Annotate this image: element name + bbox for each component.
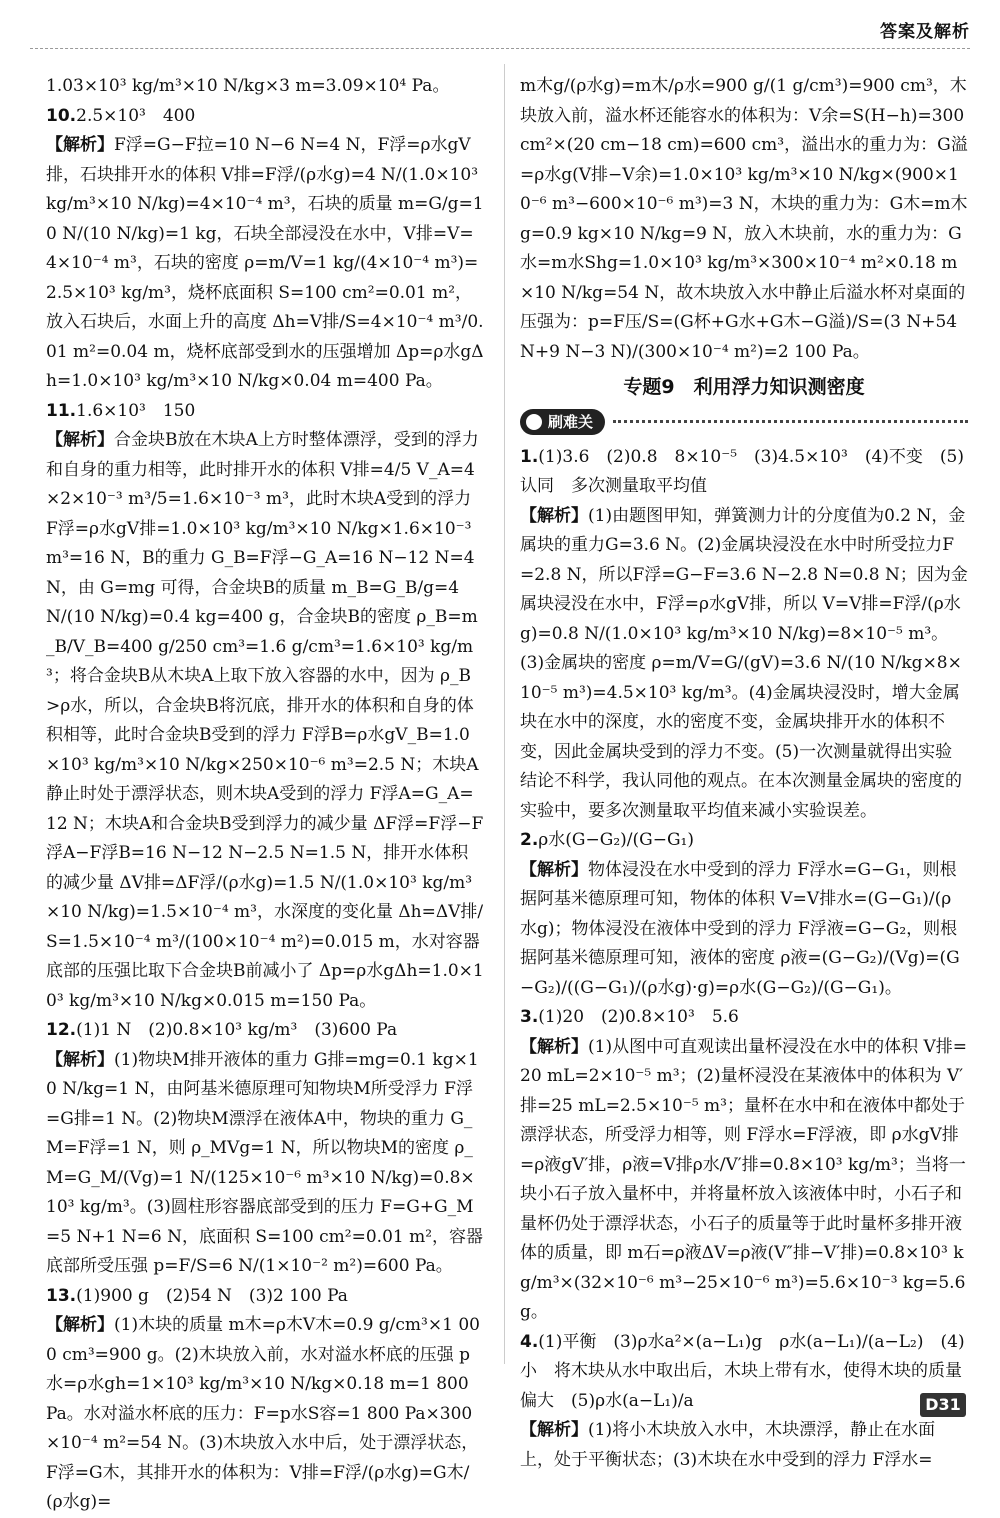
explanation-label: 【解析】: [520, 505, 588, 526]
question-number: 3.: [520, 1007, 539, 1027]
answer-line: [46, 1016, 484, 1046]
brush-icon: [524, 412, 544, 432]
explanation-paragraph: [520, 1033, 968, 1328]
answer-text: ρ水(G−G₂)/(G−G₁): [538, 830, 694, 850]
question-number: 4.: [520, 1331, 539, 1352]
topic-heading: 专题9 利用浮力知识测密度: [623, 376, 865, 398]
continued-text: 1.03×10³ kg/m³×10 N/kg×3 m=3.09×10⁴ Pa。: [46, 76, 450, 96]
explanation-text: (1)将小木块放入水中，木块漂浮，静止在水面上，处于平衡状态；(3)木块在水中受到的浮力 F浮水=: [520, 1420, 936, 1470]
explanation-label: 【解析】: [46, 1315, 114, 1335]
answer-text: (1)3.6 (2)0.8 8×10⁻⁵ (3)4.5×10³ (4)不变 (5)认同 多次测量取平均值: [520, 446, 964, 496]
question-number: 12.: [46, 1020, 77, 1040]
column-divider: [504, 64, 505, 1364]
explanation-paragraph: [520, 502, 968, 827]
answer-line: [46, 102, 484, 132]
explanation-paragraph: [46, 131, 484, 397]
explanation-label: 【解析】: [520, 1036, 588, 1057]
explanation-text: (1)从图中可直观读出量杯浸没在水中的体积 V排=20 mL=2×10⁻⁵ m³；(2)量杯浸没在某液体中的体积为 V′排=25 mL=2.5×10⁻⁵ m³；量杯在水中和在液体中都处于漂浮状态，所受浮力相等，则 F浮水=F浮液，即 ρ水gV排=ρ液gV′排，ρ液=V排ρ水/V′排=0.8×10³ kg/m³；当将一块小石子放入量杯中，并将量杯放入该液体中时，小石子和量杯仍处于漂浮状态，小石子的质量等于此时量杯多排开液体的质量，即 m石=ρ液ΔV=ρ液(V″排−V′排)=0.8×10³ kg/m³×(32×10⁻⁶ m³−25×10⁻⁶ m³)=5.6×10⁻³ kg=5.6 g。: [520, 1036, 968, 1322]
answer-line: [46, 1282, 484, 1312]
explanation-paragraph: [46, 426, 484, 1016]
answer-line: [46, 397, 484, 427]
header-divider: [30, 48, 970, 49]
continued-text: m木g/(ρ水g)=m木/ρ水=900 g/(1 g/cm³)=900 cm³，木块放入前，溢水杯还能容水的体积为：V余=S(H−h)=300 cm²×(20 cm−18 cm)=600 cm³，溢出水的重力为：G溢=ρ水g(V排−V余)=1.0×10³ kg/m³×10 N/kg×(900×10⁻⁶ m³−600×10⁻⁶ m³)=3 N，木块的重力为：G木=m木g=0.9 kg×10 N/kg=9 N，放入木块前，水的重力为：G水=m水Shg=1.0×10³ kg/m³×300×10⁻⁴ m²×0.18 m×10 N/kg=54 N，故木块放入水中静止后溢水杯对桌面的压强为：p=F压/S=(G杯+G水+G木−G溢)/S=(3 N+54 N+9 N−3 N)/(300×10⁻⁴ m²)=2 100 Pa。: [520, 76, 968, 362]
answer-text: 1.6×10³ 150: [76, 400, 196, 421]
explanation-paragraph: [46, 1046, 484, 1282]
explanation-label: 【解析】: [520, 1420, 588, 1440]
answer-line: [520, 443, 968, 502]
question-number: 1.: [520, 446, 539, 467]
explanation-label: 【解析】: [520, 859, 588, 880]
dotted-rule: [613, 420, 968, 423]
explanation-text: 物体浸没在水中受到的浮力 F浮水=G−G₁，则根据阿基米德原理可知，物体的体积 V=V排水=(G−G₁)/(ρ水g)；物体浸没在液体中受到的浮力 F浮液=G−G₂，则根据阿基米德原理可知，液体的密度 ρ液=(G−G₂)/(Vg)=(G−G₂)/((G−G₁)/(ρ水g)·g)=ρ水(G−G₂)/(G−G₁)。: [520, 859, 960, 998]
header-title: 答案及解析: [880, 22, 970, 42]
explanation-label: 【解析】: [46, 135, 114, 155]
answer-line: [520, 1003, 968, 1033]
explanation-paragraph: [520, 856, 968, 1004]
explanation-text: F浮=G−F拉=10 N−6 N=4 N，F浮=ρ水gV排，石块排开水的体积 V排=F浮/(ρ水g)=4 N/(1.0×10³ kg/m³×10 N/kg)=4×10⁻⁴ m³，石块的质量 m=G/g=10 N/(10 N/kg)=1 kg，石块全部浸没在水中，V排=V=4×10⁻⁴ m³，石块的密度 ρ=m/V=1 kg/(4×10⁻⁴ m³)=2.5×10³ kg/m³，烧杯底面积 S=100 cm²=0.01 m²，放入石块后，水面上升的高度 Δh=V排/S=4×10⁻⁴ m³/0.01 m²=0.04 m，烧杯底部受到水的压强增加 Δp=ρ水gΔh=1.0×10³ kg/m³×10 N/kg×0.04 m=400 Pa。: [46, 135, 484, 391]
question-number: 13.: [46, 1285, 77, 1306]
explanation-text: (1)木块的质量 m木=ρ木V木=0.9 g/cm³×1 000 cm³=900 g。(2)木块放入前，水对溢水杯底的压强 p水=ρ水gh=1×10³ kg/m³×10 N/kg×0.18 m=1 800 Pa。水对溢水杯底的压力：F=p水S容=1 800 Pa×300×10⁻⁴ m²=54 N。(3)木块放入水中后，处于漂浮状态，F浮=G木，其排开水的体积为：V排=F浮/(ρ水g)=G木/(ρ水g)=: [46, 1315, 480, 1512]
answer-text: 2.5×10³ 400: [76, 105, 196, 126]
answer-line: [520, 826, 968, 856]
answer-text: (1)1 N (2)0.8×10³ kg/m³ (3)600 Pa: [76, 1020, 398, 1040]
left-column: [46, 72, 484, 1512]
question-number: 10.: [46, 105, 77, 126]
explanation-text: (1)由题图甲知，弹簧测力计的分度值为0.2 N，金属块的重力G=3.6 N。(2)金属块浸没在水中时所受拉力F=2.8 N，所以F浮=G−F=3.6 N−2.8 N=0.8 N；因为金属块浸没在水中，F浮=ρ水gV排，所以 V=V排=F浮/(ρ水g)=0.8 N/(1.0×10³ kg/m³×10 N/kg)=8×10⁻⁵ m³。(3)金属块的密度 ρ=m/V=G/(gV)=3.6 N/(10 N/kg×8×10⁻⁵ m³)=4.5×10³ kg/m³。(4)金属块浸没时，增大金属块在水中的深度，水的密度不变，金属块排开水的体积不变，因此金属块受到的浮力不变。(5)一次测量就得出实验结论不科学，我认同他的观点。在本次测量金属块的密度的实验中，要多次测量取平均值来减小实验误差。: [520, 505, 968, 821]
answer-text: (1)平衡 (3)ρ水a²×(a−L₁)g ρ水(a−L₁)/(a−L₂) (4)小 将木块从水中取出后，木块上带有水，使得木块的质量偏大 (5)ρ水(a−L₁)/a: [520, 1331, 965, 1411]
explanation-paragraph: [46, 1311, 484, 1518]
answer-text: (1)20 (2)0.8×10³ 5.6: [538, 1007, 739, 1027]
explanation-text: 合金块B放在木块A上方时整体漂浮，受到的浮力和自身的重力相等，此时排开水的体积 V排=4/5 V_A=4×2×10⁻³ m³/5=1.6×10⁻³ m³，此时木块A受到的浮力 F浮=ρ水gV排=1.0×10³ kg/m³×10 N/kg×1.6×10⁻³ m³=16 N，B的重力 G_B=F浮−G_A=16 N−12 N=4 N，由 G=mg 可得，合金块B的质量 m_B=G_B/g=4 N/(10 N/kg)=0.4 kg=400 g，合金块B的密度 ρ_B=m_B/V_B=400 g/250 cm³=1.6 g/cm³=1.6×10³ kg/m³；将合金块B从木块A上取下放入容器的水中，因为 ρ_B>ρ水，所以，合金块B将沉底，排开水的体积和自身的体积相等，此时合金块B受到的浮力 F浮B=ρ水gV_B=1.0×10³ kg/m³×10 N/kg×250×10⁻⁶ m³=2.5 N；木块A静止时处于漂浮状态，则木块A受到的浮力 F浮A=G_A=12 N；木块A和合金块B受到浮力的减少量 ΔF浮=F浮−F浮A−F浮B=16 N−12 N−2.5 N=1.5 N，排开水体积的减少量 ΔV排=ΔF浮/(ρ水g)=1.5 N/(1.0×10³ kg/m³×10 N/kg)=1.5×10⁻⁴ m³，水深度的变化量 Δh=ΔV排/S=1.5×10⁻⁴ m³/(100×10⁻⁴ m²)=0.015 m，水对容器底部的压强比取下合金块B前减小了 Δp=ρ水gΔh=1.0×10³ kg/m³×10 N/kg×0.015 m=150 Pa。: [46, 430, 484, 1011]
explanation-text: (1)物块M排开液体的重力 G排=mg=0.1 kg×10 N/kg=1 N，由阿基米德原理可知物块M所受浮力 F浮=G排=1 N。(2)物块M漂浮在液体A中，物块的重力 G_M=F浮=1 N，则 ρ_MVg=1 N，所以物块M的密度 ρ_M=G_M/(Vg)=1 N/(125×10⁻⁶ m³×10 N/kg)=0.8×10³ kg/m³。(3)圆柱形容器底部受到的压力 F=G+G_M=5 N+1 N=6 N，底面积 S=100 cm²=0.01 m²，容器底部所受压强 p=F/S=6 N/(1×10⁻² m²)=600 Pa。: [46, 1049, 484, 1276]
section-badge-row: [520, 407, 968, 437]
section-badge: 刷难关: [520, 409, 605, 435]
page-number: D31: [920, 1393, 966, 1417]
question-number: 11.: [46, 400, 77, 421]
explanation-label: 【解析】: [46, 1049, 114, 1070]
question-number: 2.: [520, 830, 539, 850]
explanation-label: 【解析】: [46, 430, 114, 450]
answer-text: (1)900 g (2)54 N (3)2 100 Pa: [76, 1285, 348, 1306]
